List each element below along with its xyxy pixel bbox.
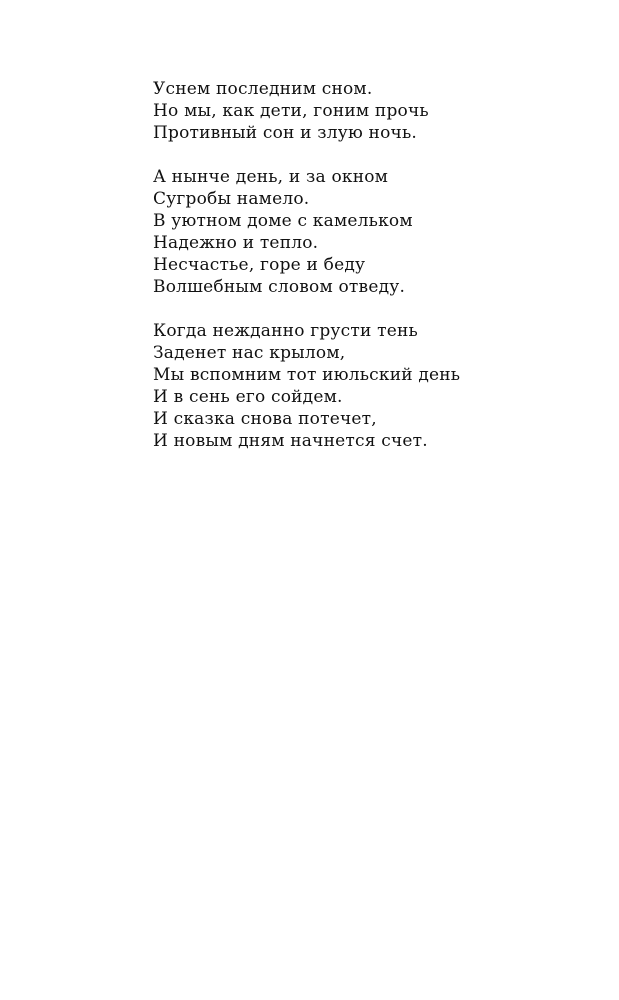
poem-text [153,78,573,452]
poem-line: А нынче день, и за окном [153,167,389,187]
poem-line: Волшебным словом отведу. [153,277,406,297]
stanza-3 [153,320,573,452]
poem-line: И в сень его сойдем. [153,387,343,407]
stanza-1 [153,78,573,144]
poem-line: И сказка снова потечет, [153,409,377,429]
poem-line: Когда нежданно грусти тень [153,321,418,341]
poem-line: Сугробы намело. [153,189,310,209]
stanza-2 [153,166,573,298]
poem-line: Но мы, как дети, гоним прочь [153,101,429,121]
poem-line: Несчастье, горе и беду [153,255,366,275]
poem-line: Надежно и тепло. [153,233,319,253]
poem-line: Противный сон и злую ночь. [153,123,418,143]
poem-line: Мы вспомним тот июльский день [153,365,461,385]
poem-line: Заденет нас крылом, [153,343,346,363]
poem-line: И новым дням начнется счет. [153,431,428,451]
poem-line: В уютном доме с камельком [153,211,413,231]
poem-line: Уснем последним сном. [153,79,373,99]
